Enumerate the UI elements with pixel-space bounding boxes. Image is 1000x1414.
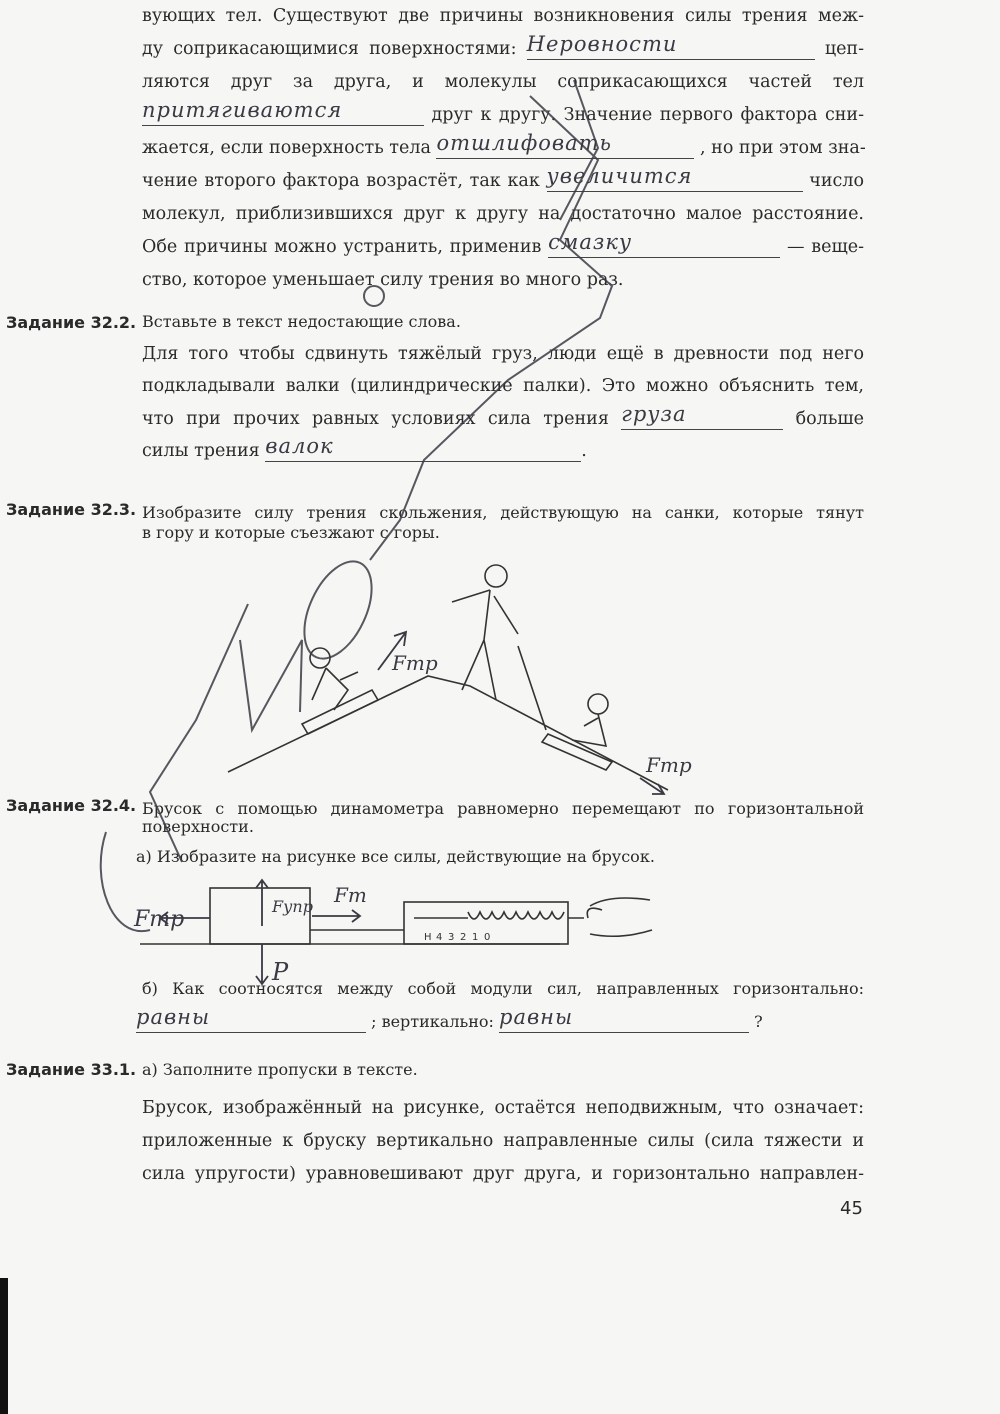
- svg-text:1: 1: [472, 932, 479, 943]
- scale-marks: [424, 932, 490, 943]
- text-fragment: чение второго фактора возрастёт, так как: [142, 171, 540, 191]
- answer-field[interactable]: отшлифовать: [436, 134, 694, 159]
- text-line: Для того чтобы сдвинуть тяжёлый груз, люди ещё в древности под него: [142, 344, 864, 364]
- text-line: ство, которое уменьшает силу трения во много раз.: [142, 270, 624, 290]
- force-label-fr-right: Fтр: [646, 753, 692, 777]
- child-on-sled-left: [302, 648, 378, 734]
- page-number: 45: [840, 1198, 863, 1219]
- text-line: б) Как соотносятся между собой модули сил, направленных горизонтально:: [142, 979, 864, 998]
- block-force-arrows: [160, 880, 360, 984]
- text-fragment: — веще-: [786, 237, 864, 257]
- answer-field[interactable]: смазку: [548, 233, 780, 258]
- force-label-weight: P: [272, 958, 289, 986]
- text-fragment: ?: [754, 1012, 763, 1031]
- text-fragment: что при прочих равных условиях сила трения: [142, 409, 609, 429]
- svg-text:3: 3: [448, 932, 455, 943]
- thrust-arrow: [312, 910, 360, 922]
- text-line: Изобразите силу трения скольжения, действующую на санки, которые тянут: [142, 503, 864, 522]
- force-label-elastic: Fупр: [272, 897, 313, 916]
- text-line: ляются друг за друга, и молекулы соприкасающихся частей тел: [142, 72, 864, 92]
- hill-illustration: [228, 565, 668, 790]
- task-label: Задание 32.3.: [6, 500, 137, 519]
- answer-field[interactable]: Неровности: [527, 35, 815, 60]
- answer-field[interactable]: груза: [621, 405, 783, 430]
- answer-field[interactable]: валок: [265, 437, 581, 462]
- text-line: в гору и которые съезжают с горы.: [142, 523, 440, 542]
- text-line: а) Изобразите на рисунке все силы, действующие на брусок.: [136, 847, 655, 866]
- task-label: Задание 32.2.: [6, 313, 137, 332]
- text-fragment: больше: [795, 409, 864, 429]
- text-line: подкладывали валки (цилиндрические палки). Это можно объяснить тем,: [142, 376, 864, 396]
- text-fragment: силы трения: [142, 441, 260, 461]
- text-line: вующих тел. Существуют две причины возникновения силы трения меж-: [142, 6, 864, 26]
- answer-field[interactable]: равны: [136, 1008, 366, 1033]
- text-line: Брусок с помощью динамометра равномерно перемещают по горизонтальной: [142, 799, 864, 818]
- svg-text:4: 4: [436, 932, 443, 943]
- adult-figure: [452, 565, 546, 730]
- text-fragment: , но при этом зна-: [700, 138, 866, 158]
- text-line: приложенные к бруску вертикально направленные силы (сила тяжести и: [142, 1131, 864, 1151]
- text-fragment: цеп-: [824, 39, 864, 59]
- text-line: сила упругости) уравновешивают друг друга, и горизонтально направлен-: [142, 1164, 864, 1184]
- text-line: молекул, приблизившихся друг к другу на достаточно малое расстояние.: [142, 204, 864, 224]
- force-label-friction: Fтр: [134, 907, 185, 932]
- force-label-fr-left: Fтр: [392, 651, 438, 675]
- svg-text:Н: Н: [424, 932, 432, 943]
- child-on-sled-right: [542, 694, 612, 770]
- force-label-thrust: Fт: [334, 883, 367, 907]
- text-fragment: ; вертикально:: [371, 1012, 494, 1031]
- block-dynamometer: [140, 888, 652, 944]
- svg-text:2: 2: [460, 932, 467, 943]
- task-label: Задание 33.1.: [6, 1060, 137, 1079]
- text-line: поверхности.: [142, 817, 254, 836]
- svg-text:0: 0: [484, 932, 491, 943]
- pencil-scribbles: [101, 80, 612, 931]
- task-instruction: а) Заполните пропуски в тексте.: [142, 1060, 418, 1079]
- answer-field[interactable]: притягиваются: [142, 101, 424, 126]
- answer-field[interactable]: равны: [499, 1008, 749, 1033]
- text-fragment: Обе причины можно устранить, применив: [142, 237, 542, 257]
- text-fragment: число: [809, 171, 864, 191]
- text-fragment: .: [581, 441, 587, 461]
- spring: [468, 912, 564, 919]
- text-fragment: ду соприкасающимися поверхностями:: [142, 39, 517, 59]
- task-label: Задание 32.4.: [6, 796, 137, 815]
- task-instruction: Вставьте в текст недостающие слова.: [142, 312, 461, 331]
- text-fragment: жается, если поверхность тела: [142, 138, 431, 158]
- weight-arrow: [256, 944, 268, 984]
- elastic-force-arrow: [256, 880, 268, 926]
- text-fragment: друг к другу. Значение первого фактора сни-: [431, 105, 864, 125]
- text-line: Брусок, изображённый на рисунке, остаётся неподвижным, что означает:: [142, 1098, 864, 1118]
- answer-field[interactable]: увеличится: [547, 167, 803, 192]
- hand: [568, 898, 652, 936]
